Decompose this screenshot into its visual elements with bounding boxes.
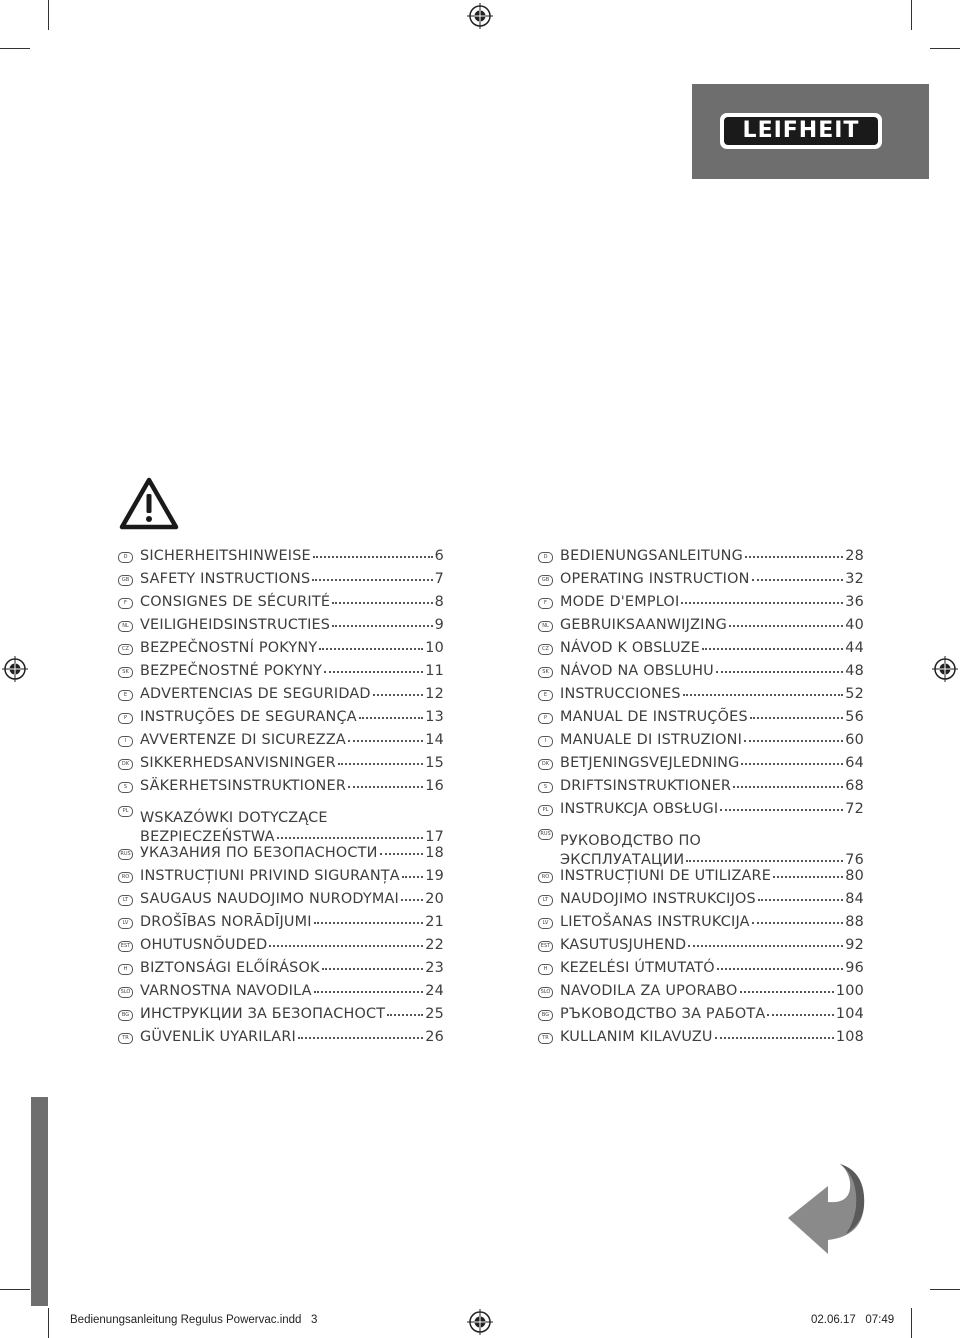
toc-entry-page: 80: [845, 868, 864, 884]
toc-entry-page: 15: [425, 755, 444, 771]
toc-entry-page: 44: [845, 640, 864, 656]
toc-entry[interactable]: [538, 801, 864, 824]
registration-mark-icon: [2, 656, 28, 682]
toc-entry-page: 104: [835, 1006, 864, 1022]
toc-entry-label: LIETOŠANAS INSTRUKCIJA: [560, 914, 750, 930]
dot-leader: [729, 625, 843, 627]
language-code-badge: NL: [118, 621, 133, 632]
toc-entry-label: OHUTUSNÕUDED: [140, 937, 268, 953]
language-code-badge: GB: [538, 575, 553, 586]
toc-entry[interactable]: [118, 914, 444, 937]
dot-leader: [752, 579, 844, 581]
toc-entry[interactable]: [538, 824, 864, 868]
language-code-badge: RO: [538, 872, 553, 883]
toc-entry-label: NÁVOD NA OBSLUHU: [560, 663, 714, 679]
toc-entry-page: 21: [425, 914, 444, 930]
dot-leader: [277, 837, 424, 839]
toc-entry-label: DRIFTSINSTRUKTIONER: [560, 778, 732, 794]
toc-entry-page: 48: [845, 663, 864, 679]
brand-logo: [720, 113, 882, 149]
language-code-badge: BG: [118, 1010, 133, 1021]
toc-entry[interactable]: [538, 1006, 864, 1029]
dot-leader: [332, 602, 433, 604]
toc-entry[interactable]: [538, 663, 864, 686]
toc-entry-label: GEBRUIKSAANWIJZING: [560, 617, 727, 633]
language-code-badge: RO: [118, 872, 133, 883]
toc-entry-page: 18: [425, 845, 444, 861]
dot-leader: [717, 968, 844, 970]
toc-entry-label: DROŠĪBAS NORĀDĪJUMI: [140, 914, 312, 930]
dot-leader: [332, 625, 432, 627]
toc-entry[interactable]: [538, 868, 864, 891]
warning-triangle-icon: [118, 476, 180, 531]
language-code-badge: PL: [538, 805, 553, 816]
dot-leader: [298, 1037, 423, 1039]
language-code-badge: I: [538, 736, 553, 747]
registration-mark-icon: [932, 656, 958, 682]
dot-leader: [401, 899, 423, 901]
language-code-badge: S: [118, 782, 133, 793]
language-code-badge: SLO: [538, 987, 553, 998]
registration-mark-icon: [467, 1309, 493, 1335]
dot-leader: [733, 786, 843, 788]
toc-entry-label: INSTRUCCIONES: [560, 686, 681, 702]
language-code-badge: CZ: [118, 644, 133, 655]
dot-leader: [319, 648, 423, 650]
toc-entry-label: NÁVOD K OBSLUZE: [560, 640, 700, 656]
language-code-badge: H: [118, 964, 133, 975]
toc-entry-label: MANUAL DE INSTRUÇÕES: [560, 709, 748, 725]
toc-entry-page: 40: [845, 617, 864, 633]
dot-leader: [312, 579, 432, 581]
toc-entry[interactable]: [538, 983, 864, 1006]
toc-entry[interactable]: [538, 617, 864, 640]
toc-entry[interactable]: [538, 960, 864, 983]
dot-leader: [702, 648, 843, 650]
dot-leader: [313, 556, 433, 558]
language-code-badge: D: [118, 552, 133, 563]
dot-leader: [720, 809, 843, 811]
toc-entry-label: GÜVENLİK UYARILARI: [140, 1029, 296, 1045]
language-code-badge: LV: [118, 918, 133, 929]
crop-mark: [911, 1308, 912, 1338]
crop-mark: [48, 1308, 49, 1338]
language-code-badge: SK: [118, 667, 133, 678]
toc-entry-page: 76: [845, 852, 864, 868]
toc-entry-label: SICHERHEITSHINWEISE: [140, 548, 311, 564]
toc-entry[interactable]: [118, 548, 444, 571]
toc-entry-page: 20: [425, 891, 444, 907]
crop-mark: [930, 1289, 960, 1290]
dot-leader: [716, 671, 843, 673]
crop-mark: [0, 48, 30, 49]
toc-entry-label: УКАЗАНИЯ ПО БЕЗОПАСНОСТИ: [140, 845, 378, 861]
toc-entry[interactable]: [538, 548, 864, 571]
toc-entry-label: BEZPEČNOSTNÉ POKYNY: [140, 663, 323, 679]
toc-entry[interactable]: [118, 778, 444, 801]
dot-leader: [359, 717, 423, 719]
toc-entry-label: SÄKERHETSINSTRUKTIONER: [140, 778, 347, 794]
toc-entry-page: 6: [434, 548, 444, 564]
dot-leader: [752, 922, 844, 924]
dot-leader: [348, 786, 423, 788]
language-code-badge: RUS: [538, 829, 553, 840]
dot-leader: [402, 876, 423, 878]
dot-leader: [314, 991, 424, 993]
language-code-badge: D: [538, 552, 553, 563]
toc-entry-label: CONSIGNES DE SÉCURITÉ: [140, 594, 331, 610]
toc-entry-label: ИНСТРУКЦИИ ЗА БЕЗОПАСНОСТ: [140, 1006, 386, 1022]
language-code-badge: E: [538, 690, 553, 701]
toc-entry-label: KEZELÉSI ÚTMUTATÓ: [560, 960, 715, 976]
toc-entry-page: 32: [845, 571, 864, 587]
toc-entry[interactable]: [538, 778, 864, 801]
toc-entry[interactable]: [118, 686, 444, 709]
language-code-badge: P: [118, 713, 133, 724]
language-code-badge: I: [118, 736, 133, 747]
crop-mark: [0, 1289, 30, 1290]
dot-leader: [750, 717, 843, 719]
dot-leader: [387, 1014, 423, 1016]
toc-entry[interactable]: [538, 640, 864, 663]
dot-leader: [322, 968, 424, 970]
language-code-badge: LT: [118, 895, 133, 906]
dot-leader: [373, 694, 424, 696]
toc-entry-label: INSTRUKCJA OBSŁUGI: [560, 801, 719, 817]
toc-entry-label: KULLANIM KILAVUZU: [560, 1029, 713, 1045]
toc-entry-page: 24: [425, 983, 444, 999]
dot-leader: [740, 991, 834, 993]
toc-entry-page: 72: [845, 801, 864, 817]
language-code-badge: SK: [538, 667, 553, 678]
toc-entry-page: 92: [845, 937, 864, 953]
toc-entry-page: 52: [845, 686, 864, 702]
toc-entry-label: VARNOSTNA NAVODILA: [140, 983, 312, 999]
toc-entry[interactable]: [118, 755, 444, 778]
toc-entry-page: 36: [845, 594, 864, 610]
language-code-badge: DK: [118, 759, 133, 770]
toc-entry[interactable]: [118, 891, 444, 914]
language-code-badge: TR: [118, 1033, 133, 1044]
brand-panel: [692, 84, 929, 179]
dot-leader: [688, 945, 843, 947]
language-code-badge: E: [118, 690, 133, 701]
toc-entry-label: SAFETY INSTRUCTIONS: [140, 571, 311, 587]
toc-entry[interactable]: [538, 594, 864, 617]
toc-entry-page: 12: [425, 686, 444, 702]
toc-entry-label: MANUALE DI ISTRUZIONI: [560, 732, 743, 748]
dot-leader: [773, 876, 843, 878]
language-code-badge: EST: [538, 941, 553, 952]
toc-entry-label: AVVERTENZE DI SICUREZZA: [140, 732, 346, 748]
toc-entry-page: 19: [425, 868, 444, 884]
language-code-badge: CZ: [538, 644, 553, 655]
toc-entry[interactable]: [118, 937, 444, 960]
language-code-badge: H: [538, 964, 553, 975]
crop-mark: [911, 0, 912, 30]
toc-entry[interactable]: [118, 640, 444, 663]
footer-file-name: Bedienungsanleitung Regulus Powervac.indd 3: [70, 1314, 318, 1326]
toc-entry[interactable]: [538, 891, 864, 914]
language-code-badge: S: [538, 782, 553, 793]
toc-entry-label: BIZTONSÁGI ELŐÍRÁSOK: [140, 960, 320, 976]
language-code-badge: RUS: [118, 849, 133, 860]
dot-leader: [338, 763, 423, 765]
toc-safety-column: [118, 548, 444, 1052]
toc-entry-page: 108: [835, 1029, 864, 1045]
brand-logo-text: LEIFHEIT: [724, 117, 878, 145]
toc-entry-page: 26: [425, 1029, 444, 1045]
language-code-badge: F: [538, 598, 553, 609]
toc-entry-page: 23: [425, 960, 444, 976]
toc-entry-label: KASUTUSJUHEND: [560, 937, 687, 953]
toc-entry[interactable]: [538, 914, 864, 937]
language-code-badge: BG: [538, 1010, 553, 1021]
language-code-badge: PL: [118, 806, 133, 817]
toc-entry-page: 14: [425, 732, 444, 748]
language-code-badge: NL: [538, 621, 553, 632]
toc-entry-page: 64: [845, 755, 864, 771]
toc-entry-label: OPERATING INSTRUCTION: [560, 571, 750, 587]
toc-entry-label: WSKAZÓWKI DOTYCZĄCE: [140, 810, 328, 826]
crop-mark: [930, 48, 960, 49]
toc-entry[interactable]: [538, 755, 864, 778]
dot-leader: [380, 853, 424, 855]
toc-entry-label: BETJENINGSVEJLEDNING: [560, 755, 740, 771]
toc-entry[interactable]: [118, 617, 444, 640]
toc-entry[interactable]: [538, 1029, 864, 1052]
toc-entry-page: 28: [845, 548, 864, 564]
language-code-badge: DK: [538, 759, 553, 770]
toc-entry-label: BEZPIECZEŃSTWA: [140, 829, 275, 845]
toc-entry-page: 56: [845, 709, 864, 725]
dot-leader: [681, 602, 843, 604]
toc-entry-page: 9: [434, 617, 444, 633]
dot-leader: [741, 763, 843, 765]
dot-leader: [686, 860, 843, 862]
dot-leader: [758, 899, 843, 901]
toc-entry-page: 17: [425, 829, 444, 845]
language-code-badge: GB: [118, 575, 133, 586]
toc-entry[interactable]: [118, 983, 444, 1006]
toc-entry-page: 25: [425, 1006, 444, 1022]
toc-entry[interactable]: [118, 845, 444, 868]
toc-entry-label: INSTRUÇÕES DE SEGURANÇA: [140, 709, 357, 725]
toc-entry[interactable]: [538, 937, 864, 960]
footer-date-time: 02.06.17 07:49: [811, 1314, 895, 1326]
dot-leader: [314, 922, 424, 924]
dot-leader: [715, 1037, 834, 1039]
toc-entry-label: SAUGAUS NAUDOJIMO NURODYMAI: [140, 891, 399, 907]
toc-entry-label: INSTRUCȚIUNI DE UTILIZARE: [560, 868, 772, 884]
toc-entry[interactable]: [118, 1029, 444, 1052]
toc-entry[interactable]: [538, 571, 864, 594]
toc-entry-page: 10: [425, 640, 444, 656]
toc-entry[interactable]: [538, 732, 864, 755]
dot-leader: [348, 740, 423, 742]
toc-entry-label: РЪКОВОДСТВО ЗА РАБОТА: [560, 1006, 766, 1022]
toc-entry-label: MODE D'EMPLOI: [560, 594, 680, 610]
toc-entry[interactable]: [118, 571, 444, 594]
toc-entry-label: VEILIGHEIDSINSTRUCTIES: [140, 617, 331, 633]
dot-leader: [683, 694, 844, 696]
toc-entry-page: 60: [845, 732, 864, 748]
toc-entry-page: 88: [845, 914, 864, 930]
toc-entry-page: 16: [425, 778, 444, 794]
toc-entry[interactable]: [118, 732, 444, 755]
toc-instructions-column: [538, 548, 864, 1052]
toc-entry-label: NAUDOJIMO INSTRUKCIJOS: [560, 891, 756, 907]
toc-entry-page: 68: [845, 778, 864, 794]
toc-entry-page: 8: [434, 594, 444, 610]
toc-entry[interactable]: [538, 686, 864, 709]
language-code-badge: F: [118, 598, 133, 609]
toc-entry-label: BEDIENUNGSANLEITUNG: [560, 548, 744, 564]
toc-entry-label: SIKKERHEDSANVISNINGER: [140, 755, 336, 771]
toc-entry[interactable]: [538, 709, 864, 732]
toc-entry[interactable]: [118, 709, 444, 732]
toc-entry-page: 96: [845, 960, 864, 976]
toc-entry-page: 22: [425, 937, 444, 953]
toc-entry-label: INSTRUCȚIUNI PRIVIND SIGURANȚA: [140, 868, 400, 884]
toc-entry[interactable]: [118, 960, 444, 983]
language-code-badge: SLO: [118, 987, 133, 998]
toc-entry-page: 7: [434, 571, 444, 587]
dot-leader: [269, 945, 423, 947]
dot-leader: [744, 740, 843, 742]
page-turn-arrow-icon: [786, 1164, 866, 1254]
crop-mark: [48, 0, 49, 30]
toc-entry-page: 11: [425, 663, 444, 679]
toc-entry[interactable]: [118, 663, 444, 686]
toc-entry[interactable]: [118, 801, 444, 845]
registration-mark-icon: [467, 3, 493, 29]
toc-entry-page: 13: [425, 709, 444, 725]
toc-entry-page: 100: [835, 983, 864, 999]
toc-entry[interactable]: [118, 594, 444, 617]
dot-leader: [745, 556, 843, 558]
language-code-badge: LT: [538, 895, 553, 906]
dot-leader: [324, 671, 423, 673]
side-bar: [31, 1097, 48, 1306]
language-code-badge: EST: [118, 941, 133, 952]
toc-entry-page: 84: [845, 891, 864, 907]
language-code-badge: LV: [538, 918, 553, 929]
toc-entry[interactable]: [118, 868, 444, 891]
dot-leader: [767, 1014, 833, 1016]
toc-entry-label: ЭКСПЛУАТАЦИИ: [560, 852, 685, 868]
language-code-badge: TR: [538, 1033, 553, 1044]
language-code-badge: P: [538, 713, 553, 724]
toc-entry-label: ADVERTENCIAS DE SEGURIDAD: [140, 686, 371, 702]
toc-entry-label: BEZPEČNOSTNÍ POKYNY: [140, 640, 318, 656]
toc-entry[interactable]: [118, 1006, 444, 1029]
toc-entry-label: РУКОВОДСТВО ПО: [560, 833, 701, 849]
toc-entry-label: NAVODILA ZA UPORABO: [560, 983, 738, 999]
